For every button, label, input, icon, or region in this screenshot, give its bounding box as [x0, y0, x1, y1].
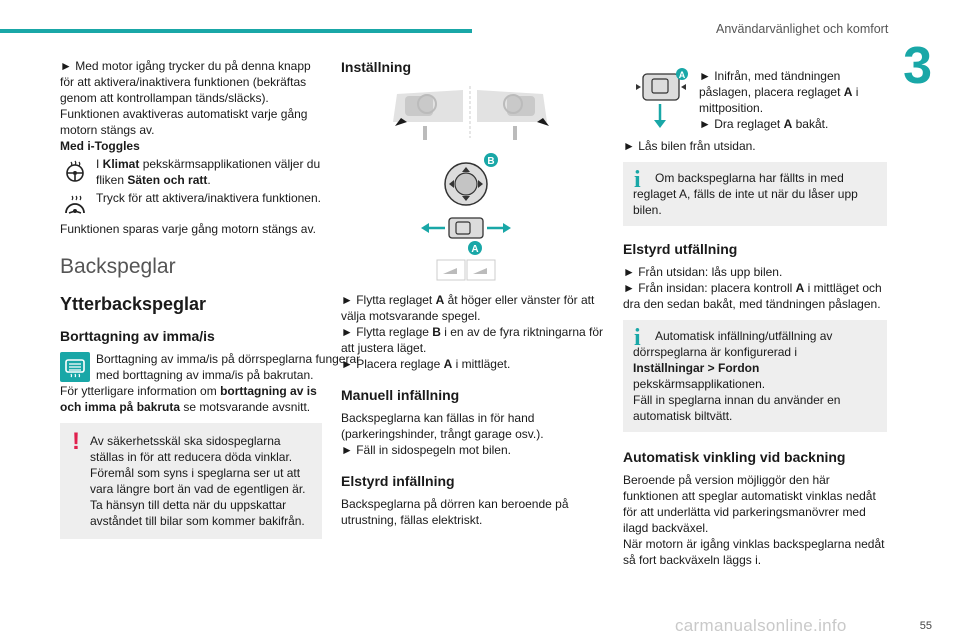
chapter-number: 3 [903, 37, 932, 95]
defrost-row [60, 351, 361, 383]
info-text-1: Om backspeglarna har fällts in med reglaget A, fälls de inte ut när du låser upp bilen. [633, 171, 858, 217]
paragraph-saved: Funktionen sparas varje gång motorn stängs av. [60, 222, 316, 236]
utfallning-step-2: ► Från insidan: placera kontroll A i mittläget och dra den sedan bakåt, med tändningen påslagen. [623, 281, 882, 311]
utfallning-step-1: ► Från utsidan: lås upp bilen. [623, 265, 783, 279]
step-adjust-mirror: ► Flytta reglage B i en av de fyra riktningarna för att justera läget. [341, 325, 604, 355]
fold-instruction-row [623, 68, 887, 132]
mirror-control-figure [417, 152, 527, 282]
mirror-fold-control-icon[interactable] [635, 68, 693, 130]
more-info: För ytterligare information om borttagning av is och imma på bakruta se motsvarande avsnitt. [60, 384, 317, 414]
manuell-text: Backspeglarna kan fällas in för hand (parkeringshinder, trångt garage osv.). [341, 411, 544, 441]
fold-step-1: ► Inifrån, med tändningen påslagen, placera reglaget A i mittposition. [699, 69, 859, 115]
label-b-marker [484, 153, 498, 167]
elstyrd-text: Backspeglarna på dörren kan beroende på utrustning, fällas elektriskt. [341, 497, 569, 527]
mirror-selector-icon[interactable] [421, 218, 511, 238]
defrost-text: Borttagning av imma/is på dörrspeglarna fungerar med borttagning av imma/is på bakrutan. [96, 352, 361, 382]
info-box-2 [623, 320, 887, 432]
column-3 [623, 68, 887, 568]
heading-elstyrd-utfallning: Elstyrd utfällning [623, 241, 738, 257]
mirror-selection-figure [367, 82, 577, 142]
itoggle-row-1 [60, 156, 322, 188]
steering-wheel-heat-icon[interactable] [60, 191, 90, 221]
paragraph-auto-deactivate: Funktionen avaktiveras automatiskt varje gång motorn stängs av. [60, 107, 308, 137]
right-mirror-illustration [477, 90, 549, 140]
column-2 [341, 58, 603, 528]
top-accent-bar [0, 29, 472, 33]
rear-defrost-icon [60, 352, 90, 382]
heading-borttagning: Borttagning av imma/is [60, 328, 215, 344]
label-a-marker [468, 241, 482, 255]
left-mirror-illustration [393, 90, 463, 140]
heated-steering-wheel-icon [60, 157, 90, 187]
info-text-2-settings: Inställningar > Fordon [633, 361, 760, 375]
fold-steps [699, 68, 887, 132]
step-center-control: ► Placera reglage A i mittläget. [341, 357, 511, 371]
page-number: 55 [919, 620, 932, 632]
heading-elstyrd-infallning: Elstyrd infällning [341, 473, 455, 489]
mirror-adjust-joystick-icon[interactable] [445, 163, 487, 205]
vinkling-text-1: Beroende på version möjliggör den här funktionen att speglar automatiskt vinklas nedåt för att underlätta vid parkeringsmanövrer med ilagd backväxel. [623, 473, 876, 535]
itoggle-row-2 [60, 190, 322, 221]
fold-step-2: ► Dra reglaget A bakåt. [699, 117, 829, 131]
svg-text:A: A [471, 244, 479, 255]
watermark: carmanualsonline.info [675, 616, 847, 635]
heading-vinkling: Automatisk vinkling vid backning [623, 449, 846, 465]
vinkling-text-2: När motorn är igång vinklas backspeglarna nedåt så fort backväxeln läggs i. [623, 537, 885, 567]
heading-installning: Inställning [341, 59, 411, 75]
fold-step-3: ► Lås bilen från utsidan. [623, 139, 756, 153]
heading-backspeglar: Backspeglar [60, 255, 176, 278]
info-text-2a: Automatisk infällning/utfällning av dörrspeglarna är konfigurerad i [633, 329, 833, 359]
heading-manuell: Manuell infällning [341, 387, 460, 403]
itoggle-text-2: Tryck för att aktivera/inaktivera funktionen. [96, 191, 321, 205]
paragraph-toggle-instruction: ► Med motor igång trycker du på denna knapp för att aktivera/inaktivera funktionen (bekräftas genom att kontrollampan tänds/släcks). [60, 59, 311, 105]
svg-text:B: B [487, 156, 495, 167]
step-select-mirror: ► Flytta reglaget A åt höger eller vänster för att välja motsvarande spegel. [341, 293, 595, 323]
info-icon: i [634, 325, 641, 351]
fold-mirror-icon [437, 260, 495, 280]
column-1 [60, 58, 361, 539]
itoggles-label: Med i-Toggles [60, 139, 140, 153]
manuell-step: ► Fäll in sidospegeln mot bilen. [341, 443, 511, 457]
page-header-title: Användarvänlighet och komfort [716, 22, 889, 36]
warning-text: Av säkerhetsskäl ska sidospeglarna ställas in för att reducera döda vinklar. Föremål som syns i speglarna ser ut att vara längre bort än vad de egentligen är. Ta hänsyn till detta när du uppskattar avståndet till bilar som kommer bakifrån. [90, 434, 306, 528]
info-icon: i [634, 167, 641, 193]
svg-text:A: A [678, 70, 686, 80]
info-text-2c: Fäll in speglarna innan du använder en automatisk biltvätt. [633, 393, 841, 423]
heading-ytterbackspeglar: Ytterbackspeglar [60, 294, 207, 314]
info-text-2b: pekskärmsapplikationen. [633, 377, 766, 391]
warning-box [60, 423, 322, 539]
itoggle-text-1: I Klimat pekskärmsapplikationen väljer du fliken Säten och ratt. [96, 157, 321, 187]
info-box-1 [623, 162, 887, 226]
warning-icon: ! [72, 428, 80, 455]
